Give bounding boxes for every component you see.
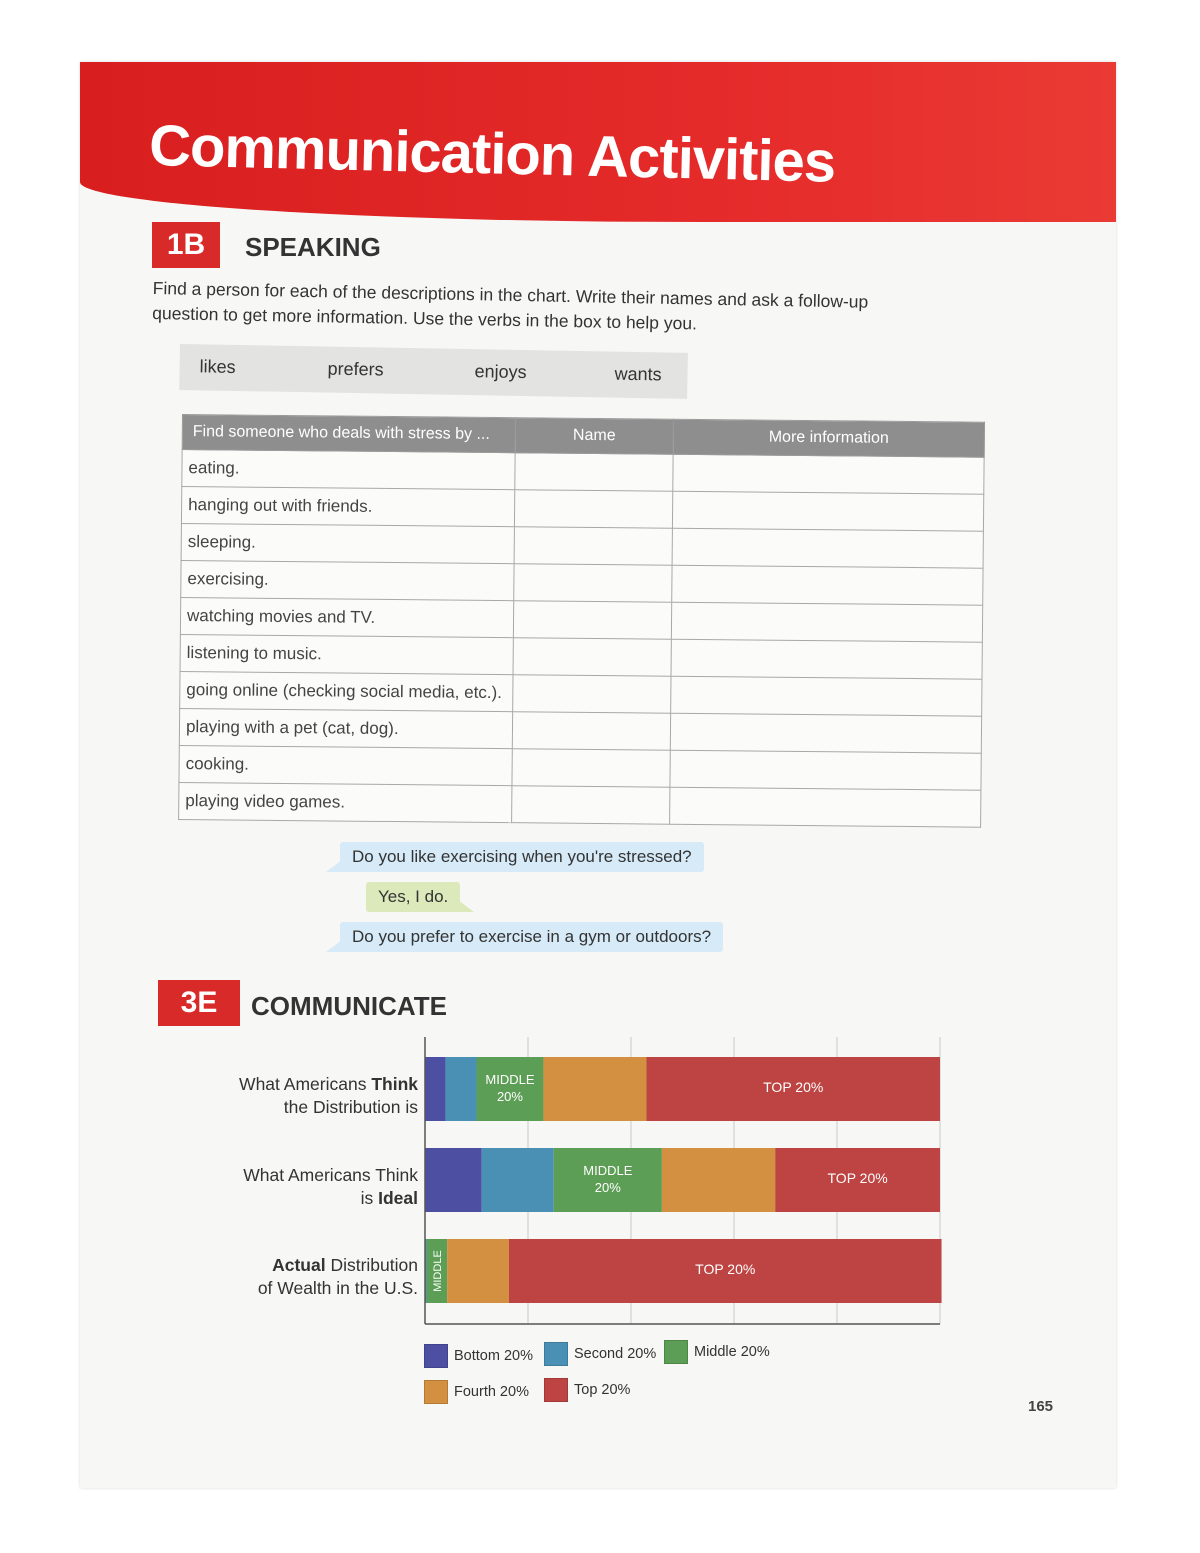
row-label-bold: Actual [272,1255,326,1275]
section-badge-1b: 1B [152,222,220,268]
bar-segment-second-20- [482,1148,554,1212]
row-label-text: of Wealth in the U.S. [257,1278,418,1298]
segment-label-top: TOP 20% [827,1170,888,1186]
segment-label-middle: 20% [496,1089,523,1104]
activity-cell: sleeping. [181,523,514,563]
legend-label: Bottom 20% [454,1348,533,1364]
activity-cell: hanging out with friends. [181,487,514,527]
legend-item-bottom [424,1344,533,1368]
legend-label: Middle 20% [694,1344,770,1360]
segment-label-middle: 20% [594,1180,621,1195]
row-label-bold: Think [371,1074,418,1094]
page-number: 165 [1028,1398,1054,1415]
legend-swatch [424,1344,448,1368]
section-title-communicate: COMMUNICATE [251,991,447,1021]
speech-bubble-answer: Yes, I do. [366,882,460,912]
legend-item-top [544,1378,630,1402]
row-label-text: Distribution [325,1255,418,1275]
textbook-page [80,62,1116,1488]
column-header-activity: Find someone who deals with stress by ... [182,415,515,453]
bar-segment-fourth-20- [447,1239,509,1303]
activity-cell: watching movies and TV. [180,597,513,637]
activity-cell: exercising. [181,560,514,600]
verb-likes: likes [199,356,236,377]
segment-label-middle: MIDDLE [485,1072,535,1087]
row-label-text: the Distribution is [283,1097,418,1117]
activity-cell: going online (checking social media, etc.). [180,671,513,711]
bar-segment-fourth-20- [662,1148,775,1212]
activity-cell: playing video games. [179,782,512,822]
speech-bubble-question-1: Do you like exercising when you're stressed? [340,842,704,872]
row-label-text: What Americans Think [243,1165,418,1185]
legend-swatch [544,1378,568,1402]
segment-label-middle: MIDDLE [431,1250,444,1292]
legend-label: Fourth 20% [454,1384,529,1400]
legend-swatch [424,1380,448,1404]
row-label-text: is [360,1188,379,1208]
column-header-name: Name [515,418,673,455]
segment-label-middle: MIDDLE [583,1163,633,1178]
bar-segment-fourth-20- [543,1057,646,1121]
activity-cell: listening to music. [180,634,513,674]
segment-label-top: TOP 20% [695,1261,756,1277]
bar-segment-second-20- [446,1057,477,1121]
legend-swatch [664,1340,688,1364]
row-label-bold: Ideal [378,1188,418,1208]
page-title: Communication Activities [148,112,836,195]
bar-segment-bottom-20- [425,1057,446,1121]
wealth-distribution-chart [80,62,1116,1488]
legend-item-second [544,1342,656,1366]
legend-label: Second 20% [574,1346,657,1362]
activity-cell: cooking. [179,745,512,785]
legend-item-fourth [424,1380,529,1404]
bar-segment-bottom-20- [425,1148,482,1212]
legend-swatch [544,1342,568,1366]
instructions-text: Find a person for each of the descriptions in the chart. Write their names and ask a follow-up question to get more information. Use the verbs in the box to help you. [152,277,869,334]
verb-enjoys: enjoys [474,361,527,383]
segment-label-top: TOP 20% [763,1079,824,1095]
activity-cell: playing with a pet (cat, dog). [179,708,512,748]
activity-cell: eating. [182,450,515,490]
speech-bubble-question-2: Do you prefer to exercise in a gym or outdoors? [340,922,723,952]
column-header-more-info: More information [673,419,984,457]
section-title-speaking: SPEAKING [245,232,381,262]
legend-label: Top 20% [574,1382,631,1398]
verb-wants: wants [614,363,662,385]
verb-prefers: prefers [327,358,384,380]
row-label-text: What Americans [239,1074,372,1094]
legend-item-middle [664,1340,770,1364]
section-badge-3e: 3E [158,980,240,1026]
